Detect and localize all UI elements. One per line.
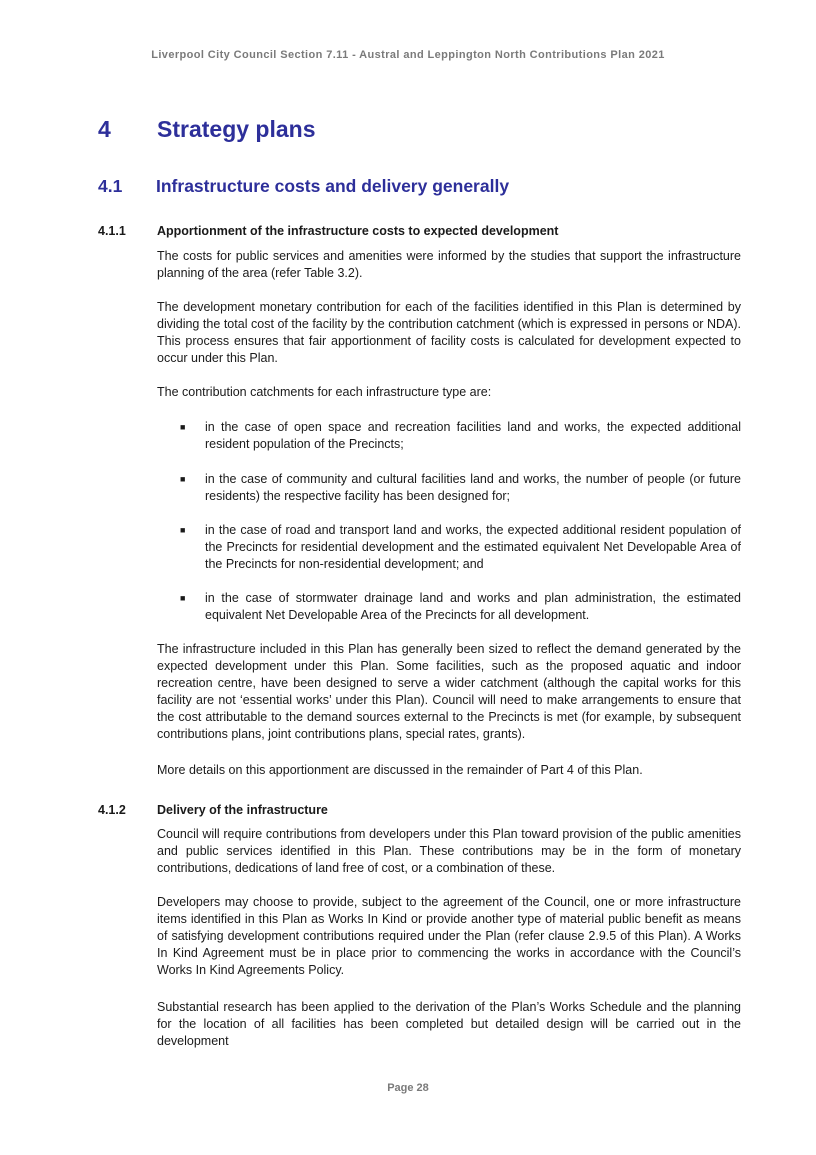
bullet-icon: ■ bbox=[180, 593, 186, 603]
chapter-title: Strategy plans bbox=[157, 116, 316, 142]
chapter-number: 4 bbox=[98, 116, 111, 142]
section-heading bbox=[98, 176, 509, 197]
list-item-text: in the case of stormwater drainage land and works and plan administration, the estimated equivalent Net Developable Area of the Precincts for all development. bbox=[205, 591, 741, 622]
list-item-text: in the case of road and transport land and works, the expected additional resident population of the Precincts for residential development and the estimated equivalent Net Developable Area of the Precincts for non-residential development; and bbox=[205, 523, 741, 571]
list-item-text: in the case of open space and recreation facilities land and works, the expected additional resident population of the Precincts; bbox=[205, 420, 741, 451]
bullet-icon: ■ bbox=[180, 422, 186, 432]
subsection-title: Apportionment of the infrastructure costs to expected development bbox=[157, 224, 559, 238]
page-number: Page 28 bbox=[387, 1082, 429, 1094]
paragraph: The costs for public services and amenities were informed by the studies that support the infrastructure planning of the area (refer Table 3.2). bbox=[157, 249, 741, 280]
list-item bbox=[157, 522, 741, 573]
list-item bbox=[157, 471, 741, 505]
section-number: 4.1 bbox=[98, 176, 123, 196]
list-item-text: in the case of community and cultural facilities land and works, the number of people (or future residents) the respective facility has been designed for; bbox=[205, 472, 741, 503]
section-title: Infrastructure costs and delivery generally bbox=[156, 176, 510, 196]
subsection-heading-4-1-2 bbox=[98, 803, 328, 817]
subsection-heading-4-1-1 bbox=[98, 224, 558, 238]
subsection-number: 4.1.2 bbox=[98, 803, 126, 817]
subsection-number: 4.1.1 bbox=[98, 224, 126, 238]
bullet-icon: ■ bbox=[180, 525, 186, 535]
chapter-heading bbox=[98, 116, 316, 143]
paragraph: More details on this apportionment are discussed in the remainder of Part 4 of this Plan. bbox=[157, 763, 643, 777]
bullet-icon: ■ bbox=[180, 474, 186, 484]
paragraph: The development monetary contribution for each of the facilities identified in this Plan is determined by dividing the total cost of the facility by the contribution catchment (which is expressed in persons or NDA). This process ensures that fair apportionment of facility costs is calculated for development expected to occur under this Plan. bbox=[157, 300, 741, 365]
paragraph: The infrastructure included in this Plan has generally been sized to reflect the demand generated by the expected development under this Plan. Some facilities, such as the proposed aquatic and indoor recreation centre, have been designed to serve a wider catchment (although the capital works for this facility are not ‘essential works’ under this Plan). Council will need to make arrangements to ensure that the cost attributable to the demand sources external to the Precincts is met (for example, by subsequent contributions plans, joint contributions plans, special rates, grants). bbox=[157, 642, 741, 741]
paragraph: Developers may choose to provide, subject to the agreement of the Council, one or more infrastructure items identified in this Plan as Works In Kind or provide another type of material public benefit as means of satisfying development contributions required under the Plan (refer clause 2.9.5 of this Plan). A Works In Kind Agreement must be in place prior to commencing the works in accordance with the Council’s Works In Kind Agreements Policy. bbox=[157, 895, 741, 977]
list-item bbox=[157, 590, 741, 624]
subsection-title: Delivery of the infrastructure bbox=[157, 803, 328, 817]
running-header: Liverpool City Council Section 7.11 - Austral and Leppington North Contributions Plan 2021 bbox=[151, 49, 665, 61]
paragraph: The contribution catchments for each infrastructure type are: bbox=[157, 385, 492, 399]
paragraph: Council will require contributions from developers under this Plan toward provision of the public amenities and public services identified in this Plan. These contributions may be in the form of monetary contributions, dedications of land free of cost, or a combination of these. bbox=[157, 827, 741, 875]
paragraph: Substantial research has been applied to the derivation of the Plan’s Works Schedule and the planning for the location of all facilities has been completed but detailed design will be carried out in the development bbox=[157, 1000, 741, 1048]
list-item bbox=[157, 419, 741, 453]
